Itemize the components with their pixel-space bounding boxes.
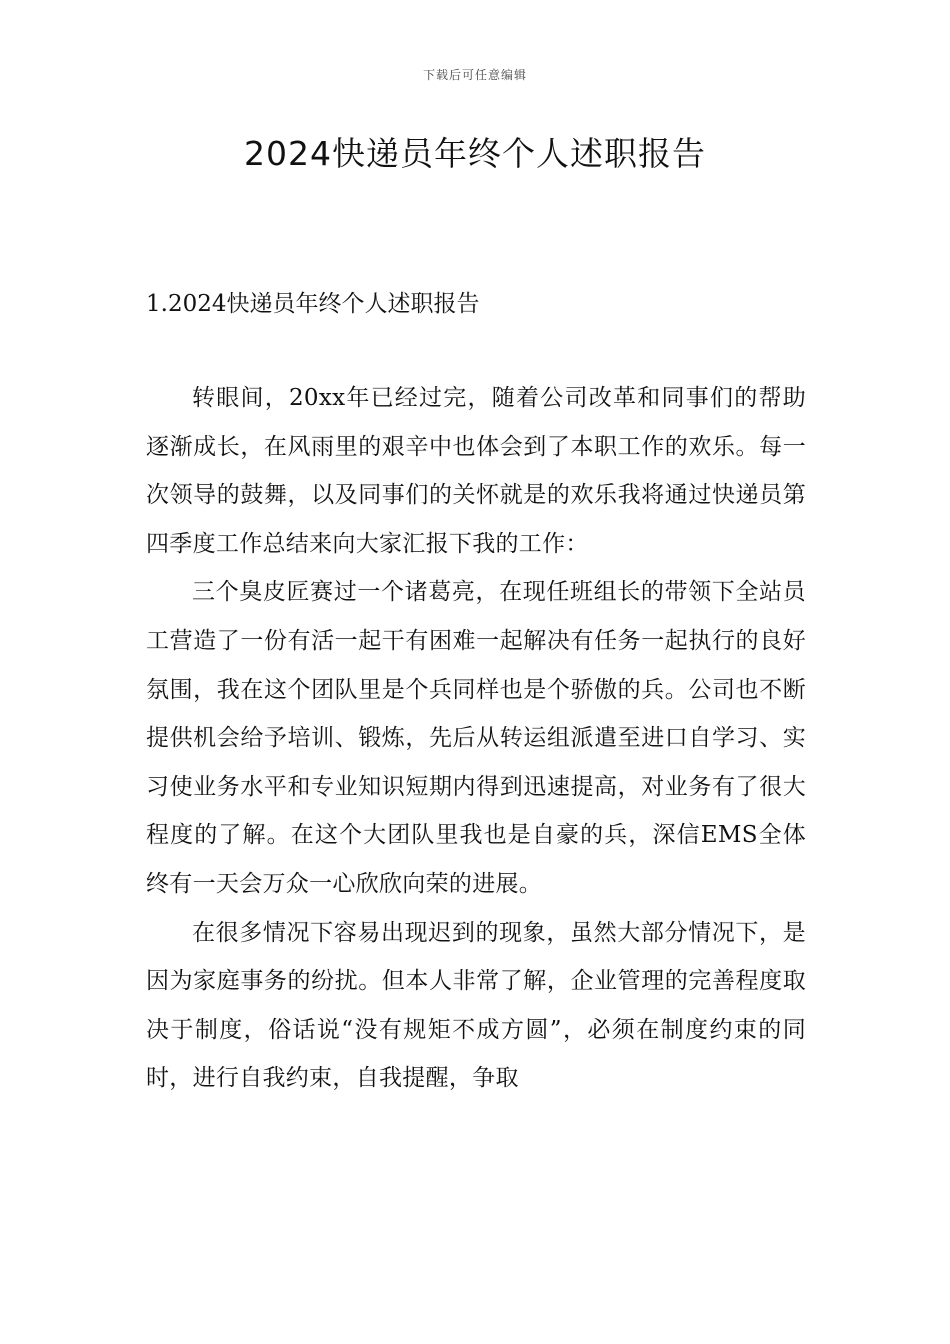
paragraph: 在很多情况下容易出现迟到的现象，虽然大部分情况下，是因为家庭事务的纷扰。但本人非常了解，企业管理的完善程度取决于制度，俗话说“没有规矩不成方圆”，必须在制度约束的同时，进行自我约束，自我提醒，争取 [146,919,806,1092]
paragraph: 三个臭皮匠赛过一个诸葛亮，在现任班组长的带领下全站员工营造了一份有活一起干有困难一起解决有任务一起执行的良好氛围，我在这个团队里是个兵同样也是个骄傲的兵。公司也不断提供机会给予培训、锻炼，先后从转运组派遣至进口自学习、实习使业务水平和专业知识短期内得到迅速提高，对业务有了很大程度的了解。在这个大团队里我也是自豪的兵，深信EMS全体终有一天会万众一心欣欣向荣的进展。 [146,579,806,897]
document-title: 2024快递员年终个人述职报告 [244,134,706,173]
header-note: 下载后可任意编辑 [422,68,527,82]
document-body [146,374,806,1103]
paragraph: 转眼间，20xx年已经过完，随着公司改革和同事们的帮助逐渐成长，在风雨里的艰辛中也体会到了本职工作的欢乐。每一次领导的鼓舞，以及同事们的关怀就是的欢乐我将通过快递员第四季度工作总结来向大家汇报下我的工作： [146,385,806,557]
section-heading: 1.2024快递员年终个人述职报告 [146,291,480,317]
